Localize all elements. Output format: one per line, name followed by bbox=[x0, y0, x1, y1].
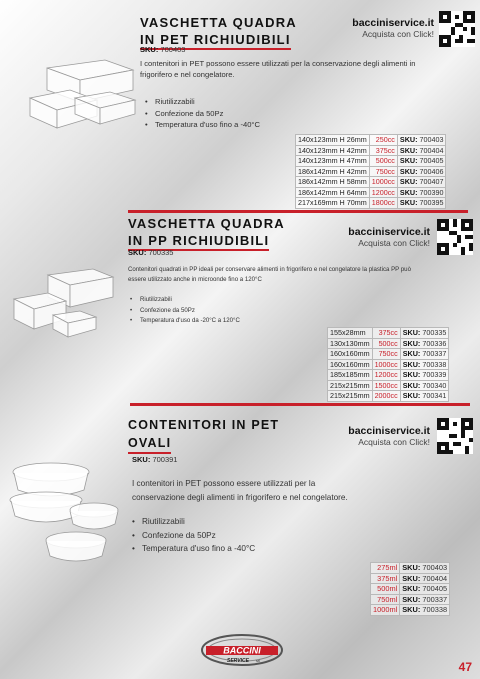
feature-item: • Riutilizzabili bbox=[132, 515, 255, 529]
product-image-pp-square bbox=[8, 263, 118, 348]
table-row: 217x169mm H 70mm 1800cc SKU: 700395 bbox=[296, 198, 446, 209]
brand-site[interactable]: bacciniservice.it bbox=[348, 425, 430, 437]
table-row: 155x28mm 375cc SKU: 700335 bbox=[328, 328, 449, 339]
section-title: VASCHETTA QUADRA IN PP RICHIUDIBILI bbox=[128, 215, 285, 251]
feature-list bbox=[145, 96, 260, 131]
spec-table bbox=[370, 562, 450, 616]
table-row: 500ml SKU: 700405 bbox=[371, 584, 450, 595]
brand-site[interactable]: bacciniservice.it bbox=[348, 226, 430, 238]
section-pet-square bbox=[0, 0, 480, 215]
logo-suffix: srl bbox=[256, 659, 260, 663]
table-row: 186x142mm H 58mm 1000cc SKU: 700407 bbox=[296, 177, 446, 188]
product-image-pet-oval bbox=[6, 460, 121, 570]
brand-tagline: Acquista con Click! bbox=[358, 238, 430, 248]
table-row: 1000ml SKU: 700338 bbox=[371, 605, 450, 616]
section-divider bbox=[130, 403, 470, 406]
brand-block[interactable] bbox=[326, 226, 430, 248]
brand-tagline: Acquista con Click! bbox=[358, 437, 430, 447]
spec-table bbox=[295, 134, 446, 209]
section-divider bbox=[128, 210, 468, 213]
sku-heading: SKU: 700391 bbox=[132, 455, 178, 464]
baccini-logo bbox=[198, 632, 286, 668]
qr-code-icon[interactable] bbox=[439, 11, 475, 47]
section-title: CONTENITORI IN PET OVALI bbox=[128, 416, 279, 454]
table-row: 160x160mm 750cc SKU: 700337 bbox=[328, 349, 449, 360]
feature-item: • Temperatura d'uso fino a -40°C bbox=[145, 119, 260, 131]
sku-heading: SKU: 700335 bbox=[128, 248, 174, 257]
logo-sub: SERVICE bbox=[227, 658, 249, 664]
table-row: 215x215mm 1500cc SKU: 700340 bbox=[328, 380, 449, 391]
section-pet-oval bbox=[0, 410, 480, 635]
logo-name: BACCINI bbox=[223, 645, 261, 656]
table-row: 140x123mm H 26mm 250cc SKU: 700403 bbox=[296, 135, 446, 146]
page-number: 47 bbox=[458, 660, 472, 674]
brand-site[interactable]: bacciniservice.it bbox=[352, 17, 434, 29]
feature-item: • Riutilizzabili bbox=[130, 295, 240, 306]
table-row: 140x123mm H 47mm 500cc SKU: 700405 bbox=[296, 156, 446, 167]
section-description: I contenitori in PET possono essere utilizzati per la conservazione degli alimenti in frigorifero e nel congelatore. bbox=[132, 479, 348, 502]
section-title: VASCHETTA QUADRA IN PET RICHIUDIBILI bbox=[140, 14, 297, 50]
section-pp-square bbox=[0, 215, 480, 405]
qr-code-icon[interactable] bbox=[437, 219, 473, 255]
feature-list bbox=[132, 515, 255, 556]
table-row: 186x142mm H 42mm 750cc SKU: 700406 bbox=[296, 166, 446, 177]
feature-list bbox=[130, 295, 240, 327]
table-row: 215x215mm 2000cc SKU: 700341 bbox=[328, 391, 449, 402]
table-row: 186x142mm H 64mm 1200cc SKU: 700390 bbox=[296, 187, 446, 198]
feature-item: • Temperatura d'uso da -20°C a 120°C bbox=[130, 316, 240, 327]
table-row: 160x160mm 1000cc SKU: 700338 bbox=[328, 359, 449, 370]
feature-item: • Temperatura d'uso fino a -40°C bbox=[132, 542, 255, 556]
section-description: Contenitori quadrati in PP ideali per conservare alimenti in frigorifero e nel congelatore la plastica PP può essere utilizzato anche in microonde fino a 120°C bbox=[128, 266, 411, 283]
brand-block[interactable] bbox=[326, 425, 430, 447]
brand-tagline: Acquista con Click! bbox=[362, 29, 434, 39]
feature-item: • Riutilizzabili bbox=[145, 96, 260, 108]
table-row: 140x123mm H 42mm 375cc SKU: 700404 bbox=[296, 145, 446, 156]
brand-block[interactable] bbox=[330, 17, 434, 39]
sku-heading: SKU: 700403 bbox=[140, 45, 186, 54]
feature-item: • Confezione da 50Pz bbox=[132, 529, 255, 543]
table-row: 750ml SKU: 700337 bbox=[371, 594, 450, 605]
feature-item: • Confezione da 50Pz bbox=[145, 108, 260, 120]
table-row: 375ml SKU: 700404 bbox=[371, 573, 450, 584]
table-row: 185x185mm 1200cc SKU: 700339 bbox=[328, 370, 449, 381]
section-description: I contenitori in PET possono essere utilizzati per la conservazione degli alimenti in frigorifero e nel congelatore. bbox=[140, 59, 416, 79]
qr-code-icon[interactable] bbox=[437, 418, 473, 454]
table-row: 130x130mm 500cc SKU: 700336 bbox=[328, 338, 449, 349]
spec-table bbox=[327, 327, 449, 402]
feature-item: • Confezione da 50Pz bbox=[130, 306, 240, 317]
product-image-pet-square bbox=[25, 50, 140, 140]
table-row: 275ml SKU: 700403 bbox=[371, 563, 450, 574]
